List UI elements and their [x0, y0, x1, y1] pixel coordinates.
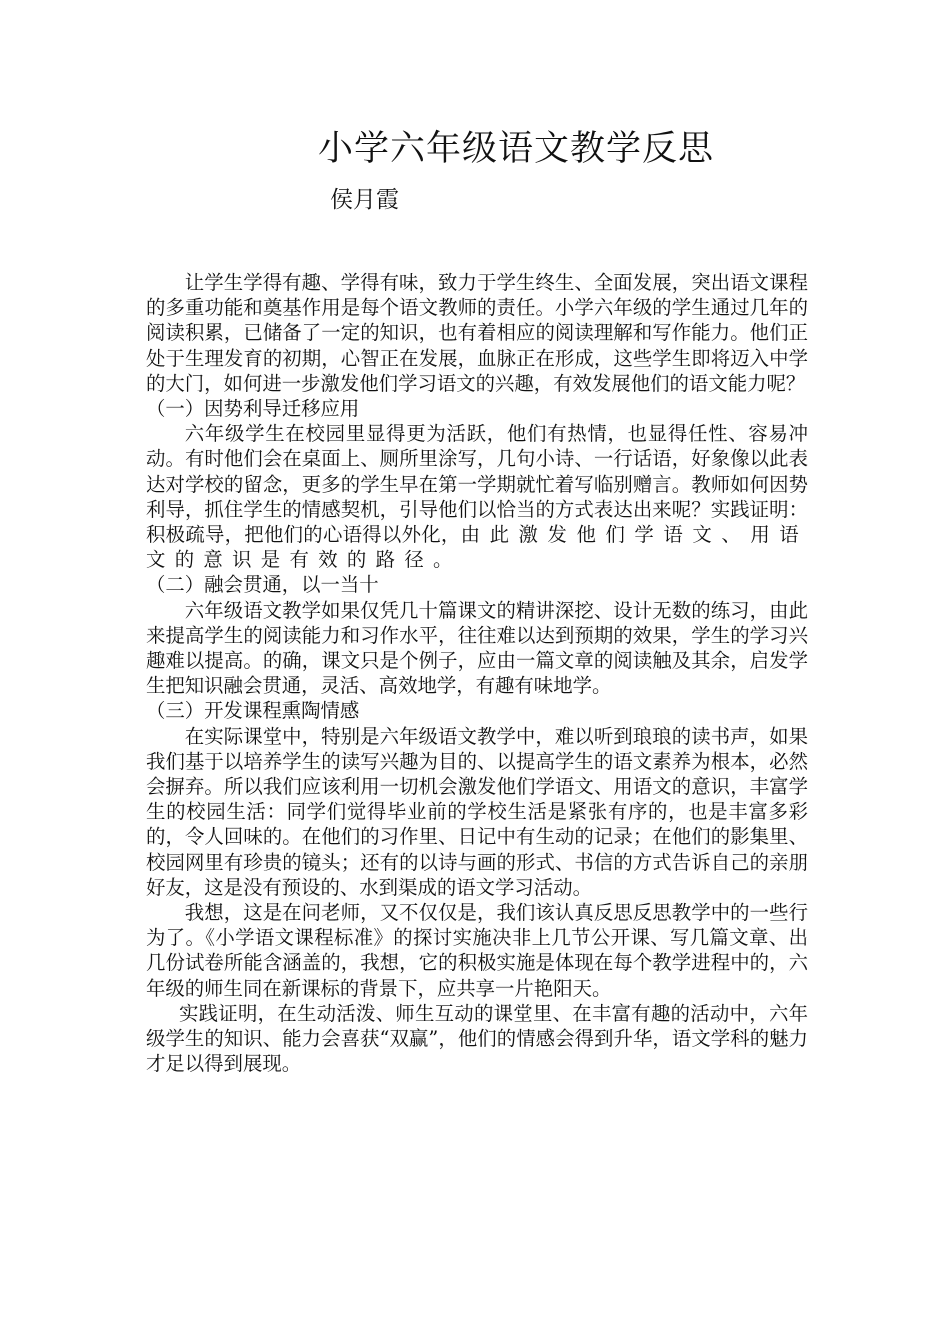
- conclusion-paragraph: 实践证明，在生动活泼、师生互动的课堂里、在丰富有趣的活动中，六年级学生的知识、能力会喜获“双赢”，他们的情感会得到升华，语文学科的魅力才足以得到展现。: [146, 1001, 808, 1076]
- reflection-paragraph: 我想，这是在问老师，又不仅仅是，我们该认真反思反思教学中的一些行为了。《小学语文课程标准》的探讨实施决非上几节公开课、写几篇文章、出几份试卷所能含涵盖的，我想，它的积极实施是体现在每个教学进程中的，六年级的师生同在新课标的背景下，应共享一片艳阳天。: [146, 901, 808, 1000]
- section-3-paragraph: 在实际课堂中，特别是六年级语文教学中，难以听到琅琅的读书声，如果我们基于以培养学生的读写兴趣为目的、以提高学生的语文素养为根本，必然会摒弃。所以我们应该利用一切机会激发他们学语文、用语文的意识，丰富学生的校园生活：同学们觉得毕业前的学校生活是紧张有序的，也是丰富多彩的，令人回味的。在他们的习作里、日记中有生动的记录；在他们的影集里、校园网里有珍贵的镜头；还有的以诗与画的形式、书信的方式告诉自己的亲朋好友，这是没有预设的、水到渠成的语文学习活动。: [146, 724, 808, 899]
- intro-paragraph: 让学生学得有趣、学得有味，致力于学生终生、全面发展，突出语文课程的多重功能和奠基作用是每个语文教师的责任。小学六年级的学生通过几年的阅读积累，已储备了一定的知识，也有着相应的阅读理解和写作能力。他们正处于生理发育的初期，心智正在发展，血脉正在形成，这些学生即将迈入中学的大门，如何进一步激发他们学习语文的兴趣，有效发展他们的语文能力呢？: [146, 271, 808, 395]
- document-body: [146, 270, 808, 1077]
- document-author: 侯月霞: [330, 187, 399, 213]
- section-3-heading: （三）开发课程熏陶情感: [146, 699, 360, 723]
- section-1-text-end: 由此激发他们学语文、用语文的意识是有效的路径。: [146, 523, 809, 572]
- section-1-heading: （一）因势利导迁移应用: [146, 397, 360, 421]
- section-1-paragraph: [146, 421, 808, 572]
- section-1-text: 六年级学生在校园里显得更为活跃，他们有热情，也显得任性、容易冲动。有时他们会在桌面上、厕所里涂写，几句小诗、一行话语，好象像以此表达对学校的留念，更多的学生早在第一学期就忙着写临别赠言。教师如何因势利导，抓住学生的情感契机，引导他们以恰当的方式表达出来呢？实践证明：积极疏导，把他们的心语得以外化，: [146, 422, 808, 547]
- section-2-heading: （二）融会贯通，以一当十: [146, 573, 379, 597]
- document-title: 小学六年级语文教学反思: [318, 129, 715, 169]
- section-2-paragraph: 六年级语文教学如果仅凭几十篇课文的精讲深挖、设计无数的练习，由此来提高学生的阅读能力和习作水平，往往难以达到预期的效果，学生的学习兴趣难以提高。的确，课文只是个例子，应由一篇文章的阅读触及其余，启发学生把知识融会贯通，灵活、高效地学，有趣有味地学。: [146, 598, 808, 698]
